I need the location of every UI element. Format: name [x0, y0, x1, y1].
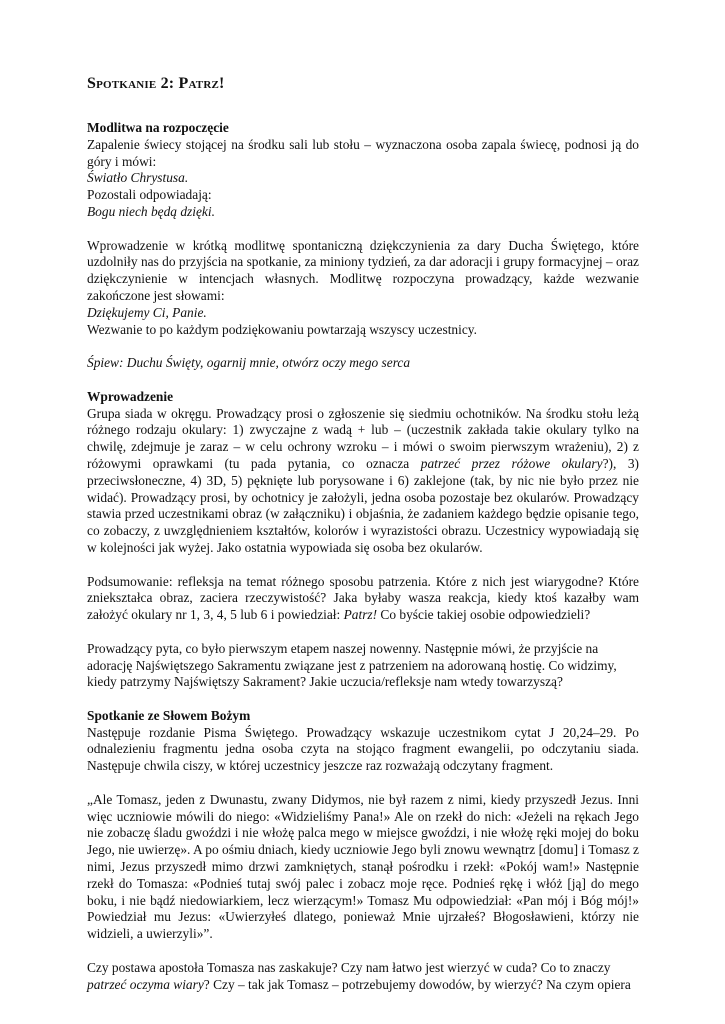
- intro-p2-part-b: Co byście takiej osobie odpowiedzieli?: [377, 607, 591, 623]
- word-p2-part-b: ? Czy – tak jak Tomasz – potrzebujemy dowodów, by wierzyć? Na czym opiera: [203, 976, 631, 992]
- introduction-paragraph-3: Prowadzący pyta, co było pierwszym etapem naszej nowenny. Następnie mówi, że przyjście na adorację Najświętszego Sakramentu związane jest z patrzeniem na adorowaną hostię. Co widzimy, kiedy patrzymy Najświętszy Sakrament? Jakie uczucia/refleksje nam wtedy towarzyszą?: [87, 640, 617, 690]
- introduction-paragraph-1: [87, 406, 639, 557]
- prayer-response: [87, 204, 639, 221]
- prayer-section: [87, 120, 639, 372]
- song-text: Śpiew: Duchu Święty, ogarnij mnie, otwórz oczy mego serca: [87, 355, 411, 371]
- thanks-call-text: Dziękujemy Ci, Panie.: [87, 304, 207, 320]
- introduction-paragraph-2: [87, 574, 639, 624]
- word-paragraph-1: Następuje rozdanie Pisma Świętego. Prowadzący wskazuje uczestnikom cytat J 20,24–29. Po odnalezieniu fragmentu jedna osoba czyta na stojąco fragment ewangelii, po odczytaniu siada. Następuje chwila ciszy, w której uczestnicy jeszcze raz rozważają odczytany fragment.: [87, 724, 639, 774]
- prayer-intro: Zapalenie świecy stojącej na środku sali lub stołu – wyznaczona osoba zapala świecę, podnosi ją do góry i mówi:: [87, 136, 639, 169]
- thanks-call: [87, 305, 639, 322]
- thanks-after: Wezwanie to po każdym podziękowaniu powtarzają wszyscy uczestnicy.: [87, 321, 477, 337]
- thanks-paragraph: Wprowadzenie w krótką modlitwę spontaniczną dziękczynienia za dary Ducha Świętego, które uzdolniły nas do przyjścia na spotkanie, za miniony tydzień, za dar adoracji i grupy formacyjnej – oraz dziękczynienie w intencjach własnych. Modlitwę rozpoczyna prowadzący, każde wezwanie zakończone jest słowami:: [87, 237, 639, 303]
- song-line: [87, 355, 639, 372]
- prayer-others: Pozostali odpowiadają:: [87, 187, 212, 203]
- introduction-section: [87, 389, 639, 691]
- intro-p1-part-a: Grupa siada w okręgu. Prowadzący prosi o zgłoszenie się siedmiu ochotników. Na środku stołu leżą różnego rodzaju okulary: 1) zwyczajne z wadą + lub – (uczestnik zakłada takie okulary tylko na chwilę, zdejmuje je zaraz – w celu ochrony wzroku – i mówi o swoim pierwszym wrażeniu), 2) z różowymi oprawkami (tu pada pytania, co oznacza: [87, 405, 639, 471]
- prayer-call: [87, 170, 639, 187]
- intro-p1-emphasis: patrzeć przez różowe okulary: [420, 455, 603, 471]
- introduction-heading: Wprowadzenie: [87, 388, 174, 404]
- intro-p1-part-b: ?), 3) przeciwsłoneczne, 4) 3D, 5) pęknięte lub porysowane i 6) zaklejone (tak, by nic nie było przez nie widać). Prowadzący prosi, by ochotnicy je założyli, jedna osoba pozostaje bez okularów. Prowadzący stawia przed uczestnikami obraz (w załączniku) i objaśnia, że zadaniem każdego będzie opisanie tego, co zobaczy, z uwzględnieniem kształtów, kolorów i wyrazistości obrazu. Uczestnicy wypowiadają się w kolejności jak wyżej. Jako ostatnia wypowiada się osoba bez okularów.: [87, 455, 639, 555]
- intro-p2-part-a: Podsumowanie: refleksja na temat różnego sposobu patrzenia. Które z nich jest wiarygodne? Które zniekształca obraz, zaciera rzeczywistość? Jaka byłaby wasza reakcja, kiedy ktoś kazałby wam założyć okulary nr 1, 3, 4, 5 lub 6 i powiedział:: [87, 573, 639, 623]
- document-page: [87, 74, 639, 993]
- prayer-heading: Modlitwa na rozpoczęcie: [87, 120, 229, 135]
- word-section: [87, 708, 639, 994]
- intro-p2-emphasis: Patrz!: [343, 607, 378, 623]
- word-paragraph-2: [87, 960, 639, 994]
- gospel-quote: „Ale Tomasz, jeden z Dwunastu, zwany Didymos, nie był razem z nimi, kiedy przyszedł Jezus. Inni więc uczniowie mówili do niego: «Widzieliśmy Pana!» Ale on rzekł do nich: «Jeżeli na rękach Jego nie zobaczę śladu gwoździ i nie włożę palca mego w miejsce gwoździ, i nie włożę ręki mojej do boku Jego, nie uwierzę». A po ośmiu dniach, kiedy uczniowie Jego byli znowu wewnątrz [domu] i Tomasz z nimi, Jezus przyszedł mimo drzwi zamkniętych, stanął pośrodku i rzekł: «Pokój wam!» Następnie rzekł do Tomasza: «Podnieś tutaj swój palec i zobacz moje ręce. Podnieś rękę i włóż [ją] do mego boku, i nie bądź niedowiarkiem, lecz wierzącym!» Tomasz Mu odpowiedział: «Pan mój i Bóg mój!» Powiedział mu Jezus: «Uwierzyłeś dlatego, ponieważ Mnie ujrzałeś? Błogosławieni, którzy nie widzieli, a uwierzyli»”.: [87, 791, 639, 942]
- page-title: Spotkanie 2: Patrz!: [87, 75, 225, 92]
- prayer-call-text: Światło Chrystusa.: [87, 170, 189, 186]
- word-heading: Spotkanie ze Słowem Bożym: [87, 707, 251, 723]
- prayer-response-text: Bogu niech będą dzięki.: [87, 203, 215, 219]
- word-p2-emphasis: patrzeć oczyma wiary: [87, 976, 204, 992]
- word-p2-part-a: Czy postawa apostoła Tomasza nas zaskakuje? Czy nam łatwo jest wierzyć w cuda? Co to znaczy: [87, 959, 611, 975]
